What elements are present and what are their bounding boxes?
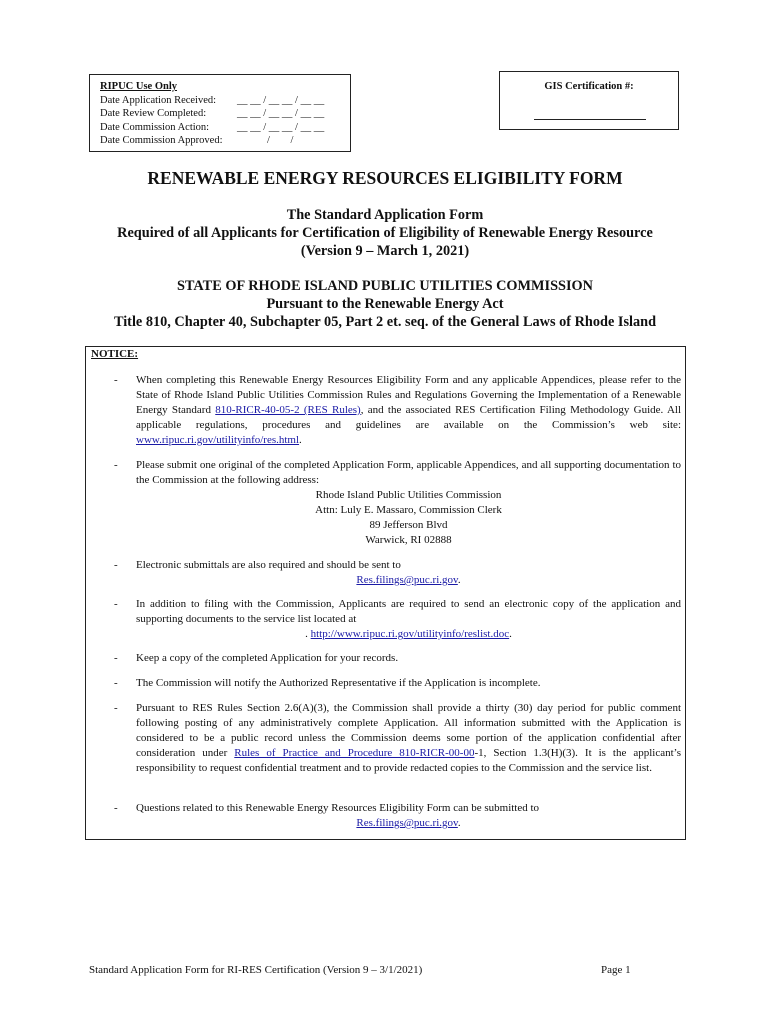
res-website-link[interactable]: www.ripuc.ri.gov/utilityinfo/res.html <box>136 434 300 446</box>
address-line: Rhode Island Public Utilities Commission <box>315 489 502 501</box>
notice-item-8 <box>136 801 681 831</box>
bullet-dash: - <box>114 677 118 689</box>
subtitle-line-1: The Standard Application Form <box>286 207 484 223</box>
ripuc-row-value: / / <box>267 135 294 146</box>
subtitle-line-2: Required of all Applicants for Certification of Eligibility of Renewable Energy Resource <box>117 225 653 241</box>
address-line: 89 Jefferson Blvd <box>369 519 448 531</box>
footer-form-version: Standard Application Form for RI-RES Certification (Version 9 – 3/1/2021) <box>89 964 423 976</box>
bullet-dash: - <box>114 702 118 714</box>
notice-text: The Commission will notify the Authorized Representative if the Application is incomplete. <box>136 677 541 689</box>
punctuation: . <box>509 628 512 640</box>
notice-text: Questions related to this Renewable Energy Resources Eligibility Form can be submitted to <box>136 802 540 814</box>
ripuc-row-value: __ __ / __ __ / __ __ <box>237 121 325 133</box>
page-title: RENEWABLE ENERGY RESOURCES ELIGIBILITY FORM <box>147 168 623 188</box>
agency-line-1: STATE OF RHODE ISLAND PUBLIC UTILITIES COMMISSION <box>176 278 594 294</box>
ripuc-row-received <box>100 94 350 108</box>
notice-text: -1, Section 1.3(H)(3). It is the applicant’s responsibility to request confidential treatment and to provide redacted copies to the Commission and the service list. <box>136 747 682 774</box>
rules-of-practice-link[interactable]: Rules of Practice and Procedure 810-RICR-00-00 <box>234 747 475 759</box>
notice-text: . <box>299 434 302 446</box>
notice-text: , and the associated RES Certification Filing Methodology Guide. All applicable regulations, procedures and guidelines are available on the Commission’s web site: <box>136 404 681 431</box>
notice-box <box>85 346 686 840</box>
service-list-link[interactable]: http://www.ripuc.ri.gov/utilityinfo/reslist.doc <box>310 628 510 640</box>
notice-text: Please submit one original of the completed Application Form, applicable Appendices, and all supporting documentation to the Commission at the following address: <box>136 459 681 486</box>
res-filings-email-link[interactable]: Res.filings@puc.ri.gov <box>356 817 458 829</box>
notice-item-4 <box>136 597 681 642</box>
agency-line-2: Pursuant to the Renewable Energy Act <box>266 296 504 312</box>
notice-text: Pursuant to RES Rules Section 2.6(A)(3), the Commission shall provide a thirty (30) day period for public comment following posting of any administratively complete Application. All information submitted with the Application is considered to be a public record unless the Commission deems some portion of the application confidential after consideration under <box>136 702 681 759</box>
punctuation: . <box>305 628 311 640</box>
res-rules-link[interactable]: 810-RICR-40-05-2 (RES Rules) <box>215 404 361 416</box>
punctuation: . <box>457 574 461 586</box>
ripuc-row-label: Date Application Received: <box>100 94 217 106</box>
ripuc-row-reviewed <box>100 107 350 121</box>
notice-item-5 <box>136 651 681 666</box>
bullet-dash: - <box>114 802 118 814</box>
notice-text: In addition to filing with the Commission, Applicants are required to send an electronic copy of the application and supporting documents to the service list located at <box>136 598 681 625</box>
ripuc-row-label: Date Review Completed: <box>100 108 207 119</box>
ripuc-box-title: RIPUC Use Only <box>100 81 178 92</box>
agency-line-3: Title 810, Chapter 40, Subchapter 05, Part 2 et. seq. of the General Laws of Rhode Island <box>113 314 657 330</box>
bullet-dash: - <box>114 559 118 571</box>
email-line <box>136 573 681 588</box>
bullet-dash: - <box>114 598 118 610</box>
notice-item-7 <box>136 701 681 776</box>
notice-item-1 <box>136 373 681 448</box>
ripuc-row-value: __ __ / __ __ / __ __ <box>237 94 325 106</box>
bullet-dash: - <box>114 652 118 664</box>
ripuc-row-label: Date Commission Action: <box>100 121 210 133</box>
footer-page-number: Page 1 <box>601 964 631 976</box>
notice-item-6 <box>136 676 681 691</box>
gis-number-line[interactable] <box>534 119 646 120</box>
notice-text: Electronic submittals are also required and should be sent to <box>136 559 401 571</box>
notice-item-2 <box>136 458 681 548</box>
gis-box-title: GIS Certification #: <box>544 81 634 92</box>
email-line <box>136 816 681 831</box>
address-line: Warwick, RI 02888 <box>365 534 452 546</box>
notice-text: Keep a copy of the completed Application for your records. <box>136 652 399 664</box>
notice-item-3 <box>136 558 681 588</box>
ripuc-row-label: Date Commission Approved: <box>100 135 223 146</box>
notice-text: When completing this Renewable Energy Resources Eligibility Form and any applicable Appendices, please refer to the State of Rhode Island Public Utilities Commission Rules and Regulations Governing the Implementation of a Renewable Energy Standard <box>136 374 681 416</box>
punctuation: . <box>457 817 461 829</box>
subtitle-line-3: (Version 9 – March 1, 2021) <box>300 243 470 259</box>
ripuc-row-value: __ __ / __ __ / __ __ <box>237 108 325 119</box>
res-filings-email-link[interactable]: Res.filings@puc.ri.gov <box>356 574 458 586</box>
service-list-line <box>136 627 681 642</box>
notice-label: NOTICE: <box>91 348 139 360</box>
ripuc-use-only-box <box>89 74 351 152</box>
address-line: Attn: Luly E. Massaro, Commission Clerk <box>315 504 502 516</box>
ripuc-row-approved <box>100 134 350 148</box>
ripuc-row-action <box>100 121 350 135</box>
bullet-dash: - <box>114 374 118 386</box>
gis-certification-box <box>499 71 679 130</box>
bullet-dash: - <box>114 459 118 471</box>
